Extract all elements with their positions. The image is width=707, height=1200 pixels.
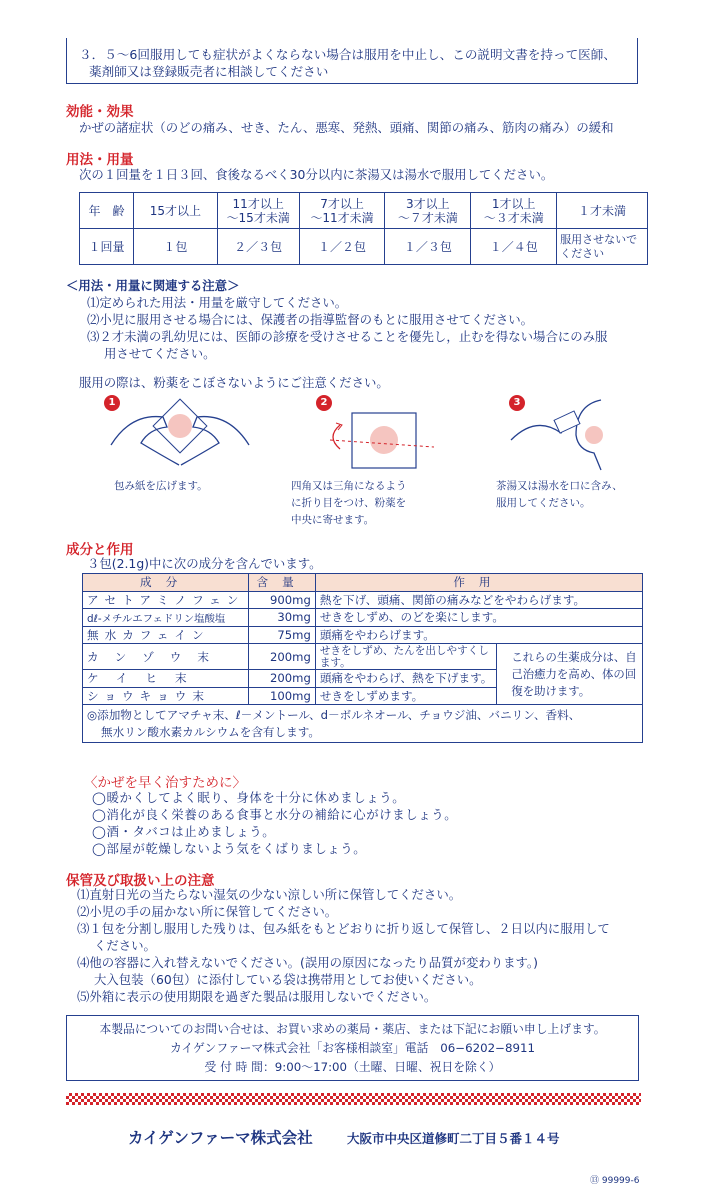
ingredient-row: ケイヒ末 200mg 頭痛をやわらげ、熱を下げます。 — [83, 670, 643, 688]
warning-line-1: ３．５〜6回服用しても症状がよくならない場合は服用を中止し、この説明文書を持って医師、 — [79, 47, 616, 62]
ingredients-intro: ３包(2.1g)中に次の成分を含んでいます。 — [87, 556, 322, 571]
cold-tip: ◯暖かくしてよく眠り、身体を十分に休めましょう。 — [92, 790, 406, 805]
age-cell: １才未満 — [557, 193, 648, 229]
ingredient-row: アセトアミノフェン 900mg 熱を下げ、頭痛、関節の痛みなどをやわらげます。 — [83, 591, 643, 609]
storage-item: ⑶１包を分割し服用した残りは、包み紙をもとどおりに折り返して保管し、２日以内に服用して — [77, 921, 610, 936]
cold-tips-heading: 〈かぜを早く治すために〉 — [84, 775, 246, 791]
illustration-2 — [316, 395, 456, 475]
additives-row — [83, 705, 643, 743]
herbal-note: これらの生薬成分は、自己治癒力を高め、体の回復を助けます。 — [497, 644, 643, 705]
illustration-2-caption: 四角又は三角になるよう に折り目をつけ、粉薬を 中央に寄せます。 — [291, 480, 407, 526]
additives-note: ◎添加物としてアマチャ末、ℓ－メントール、d－ボルネオール、チョウジ油、バニリン、香料、 無水リン酸水素カルシウムを含有します。 — [83, 705, 643, 743]
storage-item: ⑴直射日光の当たらない湿気の少ない涼しい所に保管してください。 — [77, 887, 462, 902]
dose-cell: １包 — [133, 229, 217, 265]
dose-cell: １／４包 — [471, 229, 557, 265]
dose-cell: １／２包 — [299, 229, 385, 265]
dosage-table — [79, 192, 648, 265]
storage-item: ⑵小児の手の届かない所に保管してください。 — [77, 904, 338, 919]
age-label: 年 齢 — [80, 193, 134, 229]
dosage-text: 次の１回量を１日３回、食後なるべく30分以内に茶湯又は湯水で服用してください。 — [79, 167, 554, 182]
caution-text: 服用の際は、粉薬をこぼさないようにご注意ください。 — [79, 375, 389, 390]
age-cell: 11才以上 〜15才未満 — [217, 193, 299, 229]
age-cell: 1才以上 〜３才未満 — [471, 193, 557, 229]
efficacy-text: かぜの諸症状（のどの痛み、せき、たん、悪寒、発熱、頭痛、関節の痛み、筋肉の痛み）の緩和 — [79, 120, 614, 135]
contact-box — [66, 1015, 639, 1081]
ingredient-row: カンゾウ末 200mg せきをしずめ、たんを出しやすくします。 これらの生薬成分は、自己治癒力を高め、体の回復を助けます。 — [83, 644, 643, 670]
checker-band — [66, 1093, 641, 1105]
header-amount: 含量 — [249, 574, 316, 592]
dose-cell: ２／３包 — [217, 229, 299, 265]
ingredient-row: 無水カフェイン 75mg 頭痛をやわらげます。 — [83, 626, 643, 644]
dosage-note: ⑴定められた用法・用量を厳守してください。 — [87, 295, 348, 310]
illustration-1 — [101, 395, 271, 475]
dosage-notes-heading: ＜用法・用量に関連する注意＞ — [66, 278, 240, 293]
dosage-note: 用させてください。 — [104, 346, 216, 361]
age-cell: 15才以上 — [133, 193, 217, 229]
dosage-heading: 用法・用量 — [66, 152, 134, 168]
ingredients-header-row — [83, 574, 643, 592]
dose-label: １回量 — [80, 229, 134, 265]
dosage-age-row — [80, 193, 648, 229]
storage-heading: 保管及び取扱い上の注意 — [66, 873, 215, 889]
illustration-3 — [506, 395, 646, 475]
folded-paper-icon — [316, 395, 456, 475]
age-cell: 3才以上 〜７才未満 — [385, 193, 471, 229]
ingredient-row: dℓ-メチルエフェドリン塩酸塩 30mg せきをしずめ、のどを楽にします。 — [83, 609, 643, 627]
storage-item: ⑷他の容器に入れ替えないでください。(誤用の原因になったり品質が変わります。) — [77, 955, 538, 970]
ingredients-heading: 成分と作用 — [66, 542, 134, 558]
warning-box — [66, 38, 638, 84]
document-code: ⑬ 99999-6 — [590, 1176, 640, 1186]
company-name: カイゲンファーマ株式会社 — [128, 1129, 313, 1147]
hands-open-paper-icon — [101, 395, 271, 475]
dose-cell: １／３包 — [385, 229, 471, 265]
dosage-note: ⑵小児に服用させる場合には、保護者の指導監督のもとに服用させてください。 — [87, 312, 534, 327]
contact-line-1: 本製品についてのお問い合せは、お買い求めの薬局・薬店、または下記にお願い申し上げます。 — [99, 1022, 606, 1036]
contact-line-2: カイゲンファーマ株式会社「お客様相談室」電話 06−6202−8911 — [169, 1041, 536, 1055]
age-cell: 7才以上 〜11才未満 — [299, 193, 385, 229]
step-3-icon: 3 — [509, 395, 525, 411]
contact-line-3: 受 付 時 間：9:00〜17:00（土曜、日曜、祝日を除く） — [204, 1060, 501, 1074]
company-address: 大阪市中央区道修町二丁目５番１４号 — [347, 1131, 560, 1146]
cold-tip: ◯部屋が乾燥しないよう気をくばりましょう。 — [92, 841, 367, 856]
storage-item: ⑸外箱に表示の使用期限を過ぎた製品は服用しないでください。 — [77, 989, 437, 1004]
step-1-icon: 1 — [104, 395, 120, 411]
ingredients-table — [82, 573, 643, 743]
cold-tip: ◯消化が良く栄養のある食事と水分の補給に心がけましょう。 — [92, 807, 458, 822]
efficacy-heading: 効能・効果 — [66, 104, 134, 120]
ingredient-row: ショウキョウ末 100mg せきをしずめます。 — [83, 687, 643, 705]
cold-tip: ◯酒・タバコは止めましょう。 — [92, 824, 276, 839]
dosage-dose-row — [80, 229, 648, 265]
storage-item: 大入包装（60包）に添付している袋は携帯用としてお使いください。 — [94, 972, 482, 987]
header-name: 成分 — [83, 574, 249, 592]
dose-cell: 服用させないでください — [557, 229, 648, 265]
header-action: 作用 — [315, 574, 642, 592]
storage-item: ください。 — [94, 938, 156, 953]
warning-line-2: 薬剤師又は登録販売者に相談してください — [89, 64, 329, 79]
illustration-3-caption: 茶湯又は湯水を口に含み、 服用してください。 — [496, 480, 623, 509]
dosage-note: ⑶２才未満の乳幼児には、医師の診療を受けさせることを優先し，止むを得ない場合にのみ服 — [87, 329, 608, 344]
step-2-icon: 2 — [316, 395, 332, 411]
illustration-1-caption: 包み紙を広げます。 — [114, 480, 208, 492]
drinking-person-icon — [506, 395, 646, 475]
